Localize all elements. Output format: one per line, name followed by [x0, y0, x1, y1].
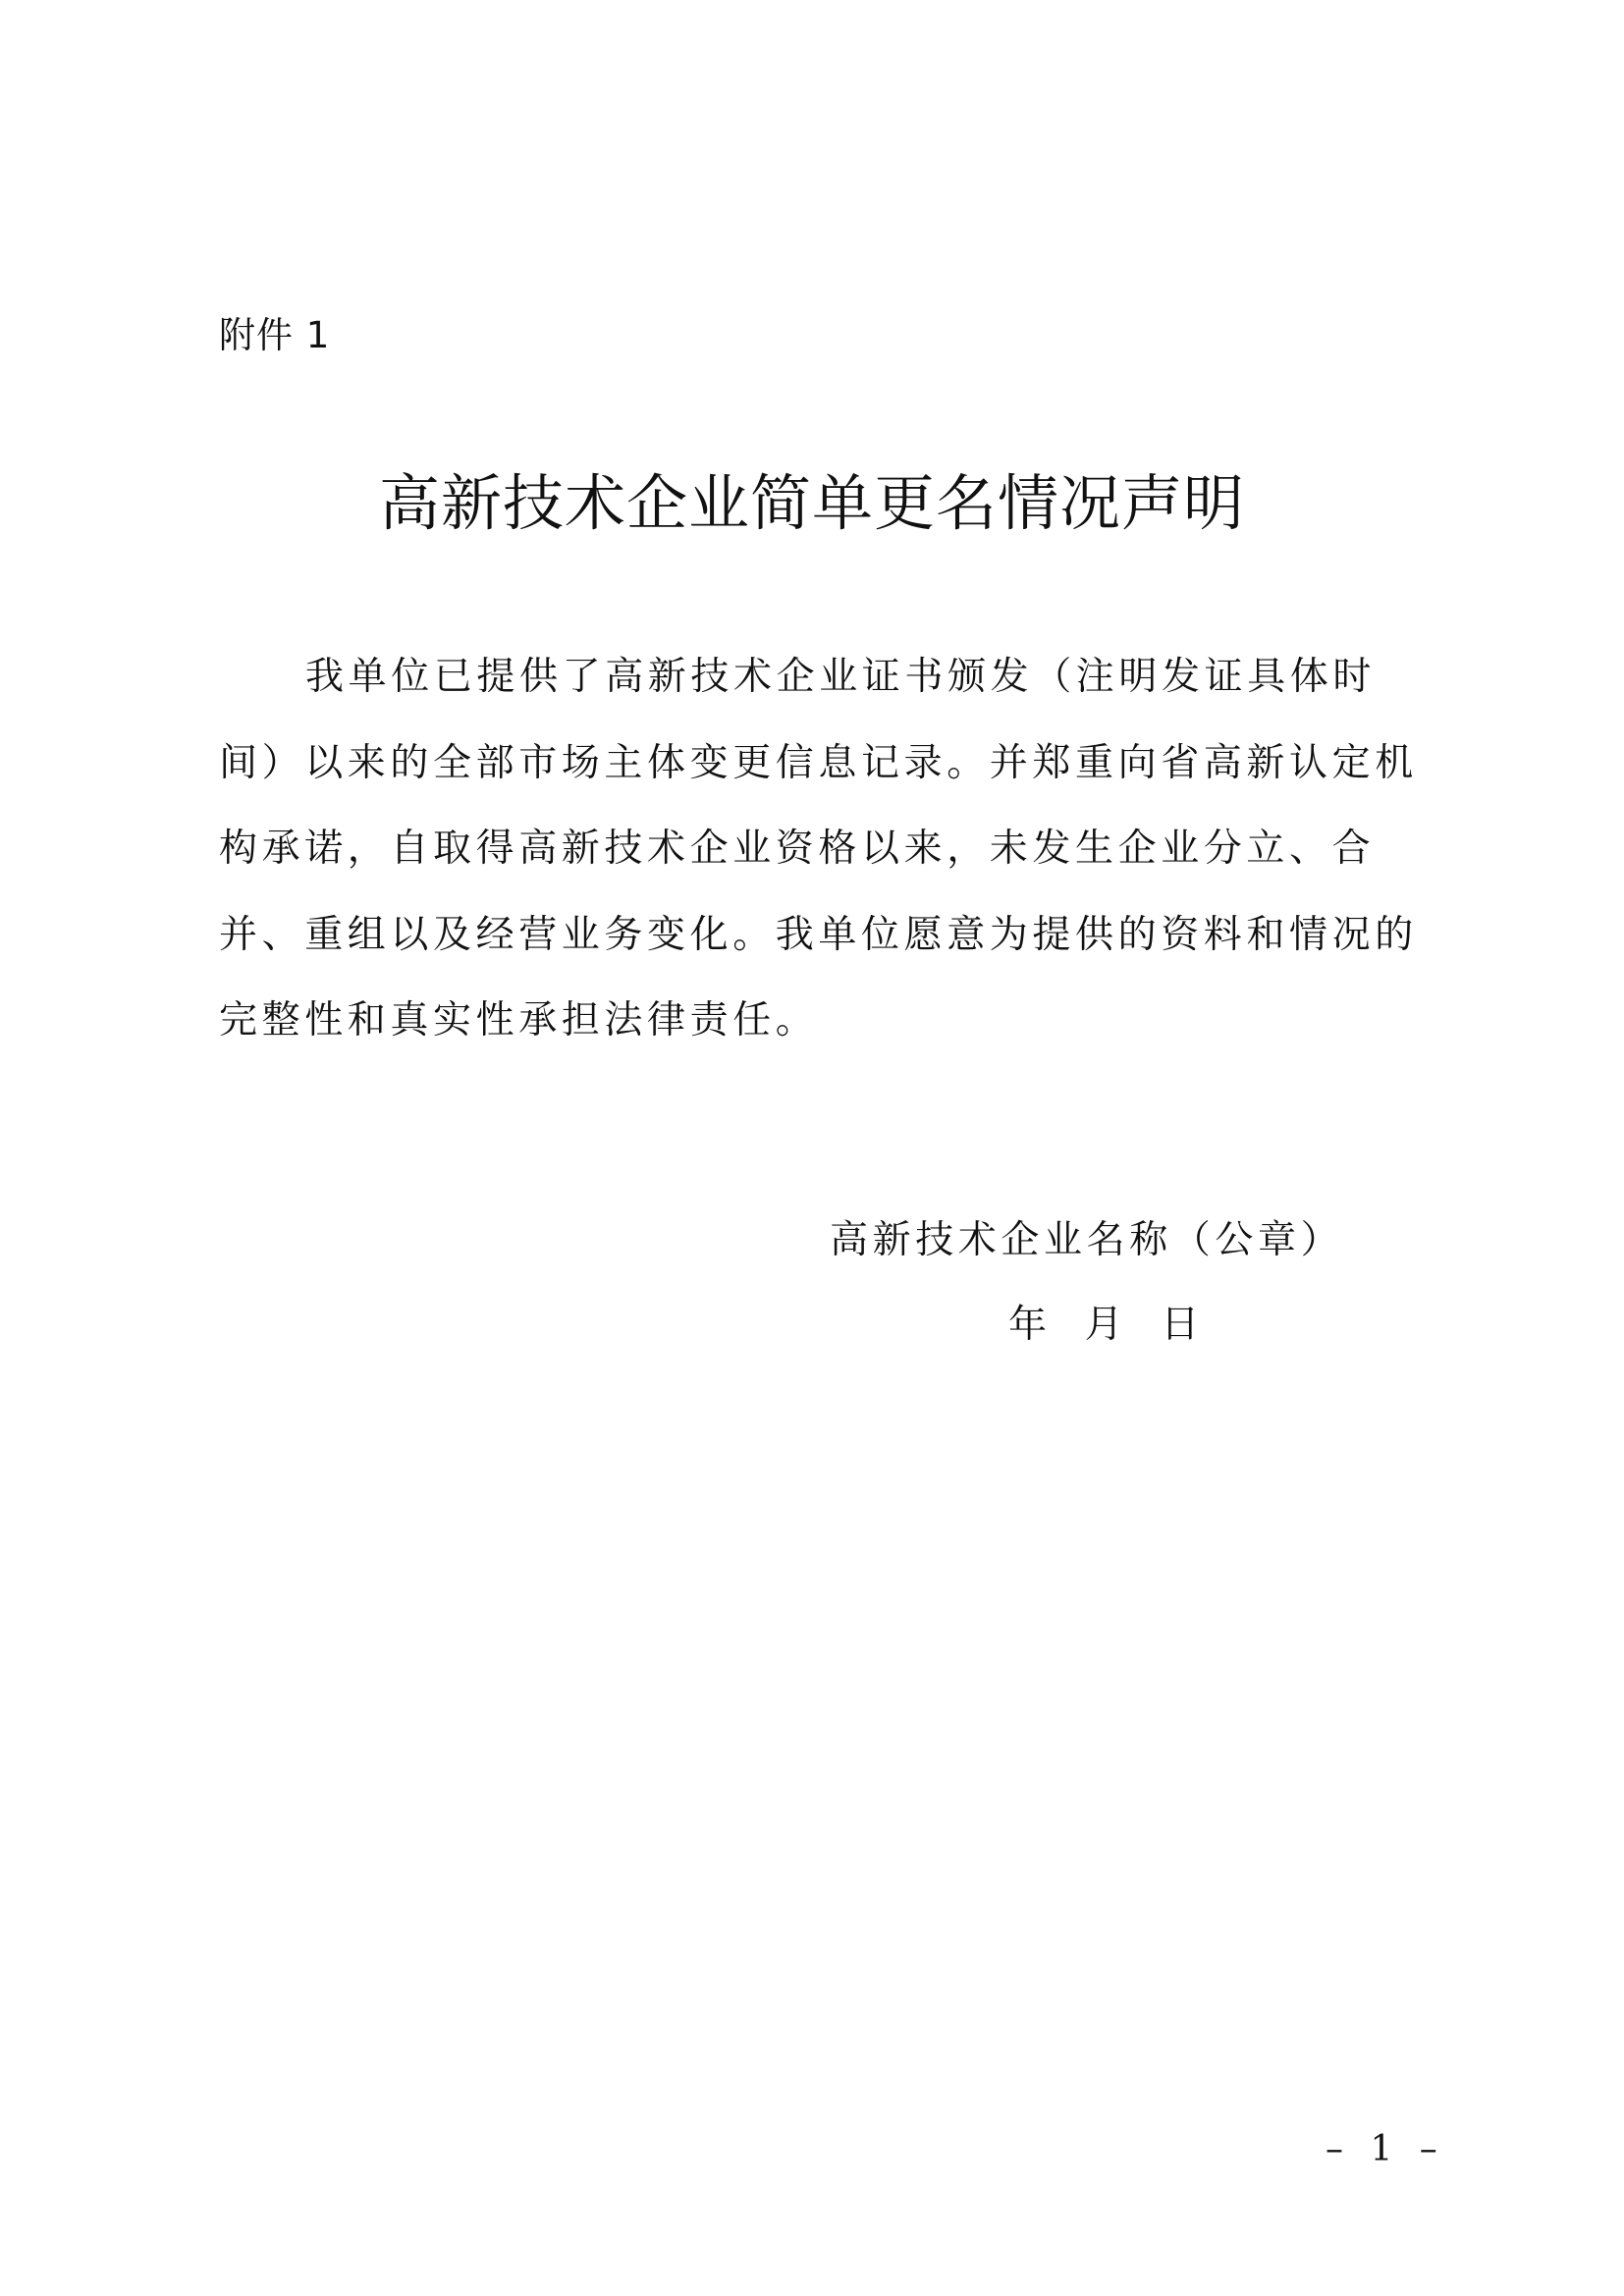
attachment-label: 附件 1 [219, 314, 331, 356]
page-number: – 1 – [1326, 2129, 1445, 2169]
document-title: 高新技术企业简单更名情况声明 [378, 467, 1245, 539]
signature-company-name: 高新技术企业名称（公章） [830, 1218, 1344, 1262]
declaration-body: 我单位已提供了高新技术企业证书颁发（注明发证具体时间）以来的全部市场主体变更信息记录。并郑重向省高新认定机构承诺，自取得高新技术企业资格以来，未发生企业分立、合并、重组以及经营业务变化。我单位愿意为提供的资料和情况的完整性和真实性承担法律责任。 [219, 655, 1418, 1042]
signature-date: 年 月 日 [1008, 1303, 1204, 1347]
